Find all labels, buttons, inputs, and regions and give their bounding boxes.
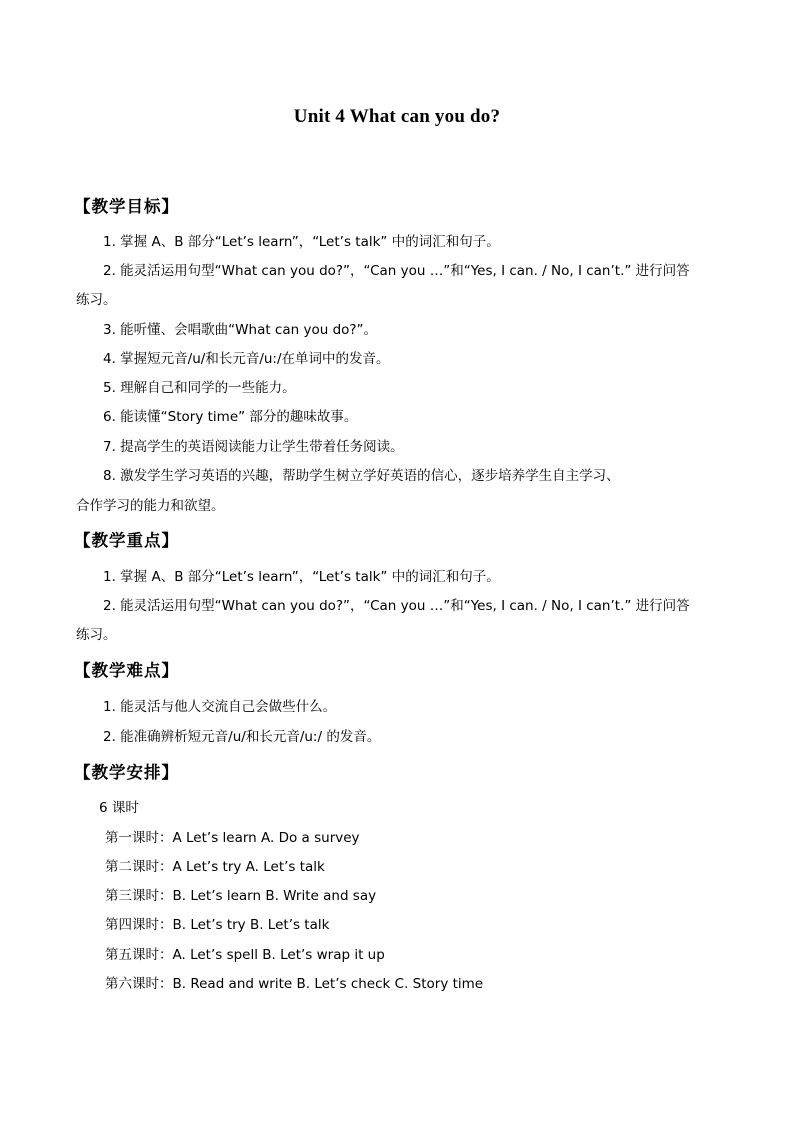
goals-line: 练习。 [76, 292, 117, 308]
goals-line: 合作学习的能力和欲望。 [76, 498, 225, 514]
goals-line: 7. 提高学生的英语阅读能力让学生带着任务阅读。 [103, 439, 404, 455]
keypoints-line: 练习。 [76, 627, 117, 643]
schedule-lesson: 第四课时：B. Let’s try B. Let’s talk [105, 917, 330, 933]
goals-line: 1. 掌握 A、B 部分“Let’s learn”，“Let’s talk” 中的词汇和句子。 [103, 234, 500, 250]
schedule-lesson: 第六课时：B. Read and write B. Let’s check C. Story time [105, 976, 484, 992]
goals-heading: 【教学目标】 [74, 197, 179, 216]
document-title: Unit 4 What can you do? [293, 106, 501, 127]
goals-line: 4. 掌握短元音/u/和长元音/u:/在单词中的发音。 [103, 351, 390, 367]
difficulties-heading: 【教学难点】 [74, 661, 179, 680]
difficulties-line: 2. 能准确辨析短元音/u/和长元音/u:/ 的发音。 [103, 729, 381, 745]
schedule-total: 6 课时 [99, 800, 139, 816]
schedule-lesson: 第五课时：A. Let’s spell B. Let’s wrap it up [105, 947, 385, 963]
goals-line: 3. 能听懂、会唱歌曲“What can you do?”。 [103, 322, 378, 338]
keypoints-line: 1. 掌握 A、B 部分“Let’s learn”，“Let’s talk” 中的词汇和句子。 [103, 569, 500, 585]
difficulties-line: 1. 能灵活与他人交流自己会做些什么。 [103, 699, 337, 715]
goals-line: 6. 能读懂“Story time” 部分的趣味故事。 [103, 409, 358, 425]
goals-line: 5. 理解自己和同学的一些能力。 [103, 380, 296, 396]
schedule-lesson: 第一课时：A Let’s learn A. Do a survey [105, 830, 360, 846]
schedule-lesson: 第二课时：A Let’s try A. Let’s talk [105, 859, 325, 875]
goals-line: 2. 能灵活运用句型“What can you do?”，“Can you …”和“Yes, I can. / No, I can’t.” 进行问答 [103, 263, 690, 279]
schedule-lesson: 第三课时：B. Let’s learn B. Write and say [105, 888, 377, 904]
goals-line: 8. 激发学生学习英语的兴趣，帮助学生树立学好英语的信心，逐步培养学生自主学习、 [103, 468, 620, 484]
keypoints-line: 2. 能灵活运用句型“What can you do?”，“Can you …”和“Yes, I can. / No, I can’t.” 进行问答 [103, 598, 690, 614]
schedule-heading: 【教学安排】 [74, 763, 179, 782]
keypoints-heading: 【教学重点】 [74, 531, 179, 550]
